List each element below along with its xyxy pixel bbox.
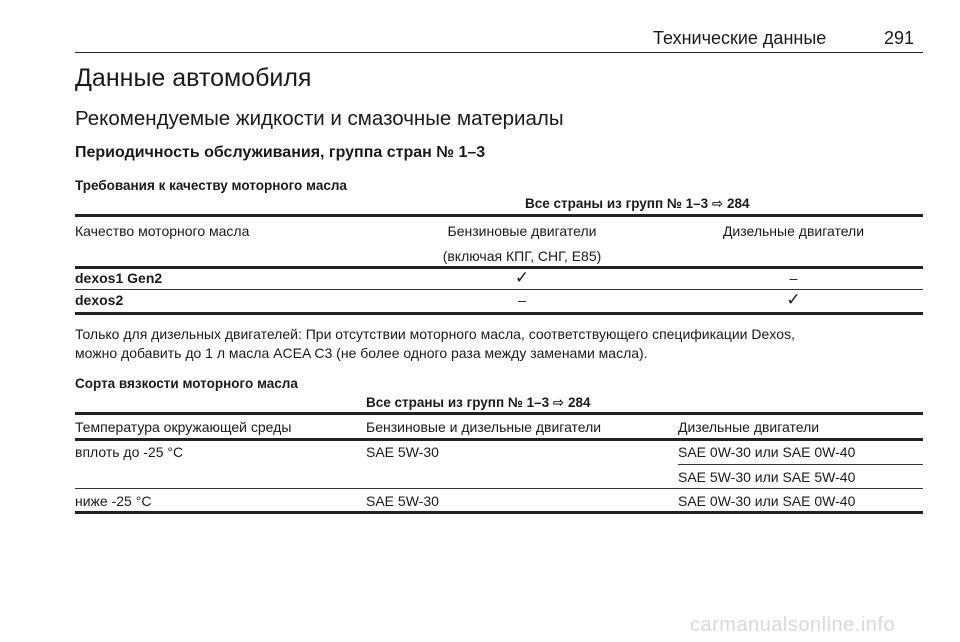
table2-row3-petrol-diesel: SAE 5W-30	[366, 493, 439, 509]
table2-row3-diesel: SAE 0W-30 или SAE 0W-40	[678, 493, 856, 509]
table2-header-rule	[75, 438, 923, 441]
table2-row1-diesel: SAE 0W-30 или SAE 0W-40	[678, 444, 856, 460]
table2-row1-temp: вплоть до -25 °C	[75, 444, 184, 460]
section-title: Рекомендуемые жидкости и смазочные материалы	[75, 107, 564, 130]
table1-top-rule	[75, 214, 923, 217]
table2-row3-temp: ниже -25 °C	[75, 493, 152, 509]
table1-caption: Все страны из групп № 1–3 ⇨ 284	[525, 196, 750, 211]
table1-row1-grade: dexos1 Gen2	[75, 270, 163, 286]
header-rule	[75, 52, 923, 53]
table1-row1-diesel-dash: –	[789, 270, 798, 286]
table2-partial-divider	[678, 464, 923, 465]
table2-header-petrol-diesel: Бензиновые и дизельные двигатели	[366, 419, 602, 435]
table1-row2-diesel-check-icon: ✓	[786, 290, 801, 309]
table1-header-diesel: Дизельные двигатели	[722, 223, 865, 239]
diesel-note-paragraph	[75, 325, 925, 363]
table2-top-rule	[75, 412, 923, 415]
oil-quality-title: Требования к качеству моторного масла	[75, 178, 347, 193]
table2-bottom-rule	[75, 511, 923, 514]
table2-row-divider	[75, 488, 923, 489]
table1-row1-petrol-check-icon: ✓	[514, 268, 530, 287]
page-number: 291	[884, 28, 915, 48]
table1-bottom-rule	[75, 312, 923, 315]
subsection-title: Периодичность обслуживания, группа стран № 1–3	[75, 144, 486, 161]
diesel-note-line2: можно добавить до 1 л масла ACEA C3 (не более одного раза между заменами масла).	[75, 345, 648, 361]
table1-row2-grade: dexos2	[75, 292, 124, 308]
table2-row2-diesel: SAE 5W-30 или SAE 5W-40	[678, 469, 856, 485]
table1-header-petrol-note: (включая КПГ, СНГ, E85)	[442, 248, 602, 264]
table1-header-quality: Качество моторного масла	[75, 223, 250, 239]
table2-header-temp: Температура окружающей среды	[75, 419, 292, 435]
table1-header-petrol: Бензиновые двигатели	[447, 223, 597, 239]
watermark: carmanualsonline.info	[690, 614, 896, 636]
diesel-note-line1: Только для дизельных двигателей: При отсутствии моторного масла, соответствующего спецификации Dexos,	[75, 326, 795, 342]
table1-row2-petrol-dash: –	[518, 292, 526, 308]
chapter-title: Данные автомобиля	[75, 64, 312, 92]
table2-caption: Все страны из групп № 1–3 ⇨ 284	[366, 395, 591, 410]
table2-row1-petrol-diesel: SAE 5W-30	[366, 444, 439, 460]
viscosity-title: Сорта вязкости моторного масла	[75, 376, 298, 391]
running-header-title: Технические данные	[653, 28, 827, 48]
table2-header-diesel: Дизельные двигатели	[678, 419, 820, 435]
